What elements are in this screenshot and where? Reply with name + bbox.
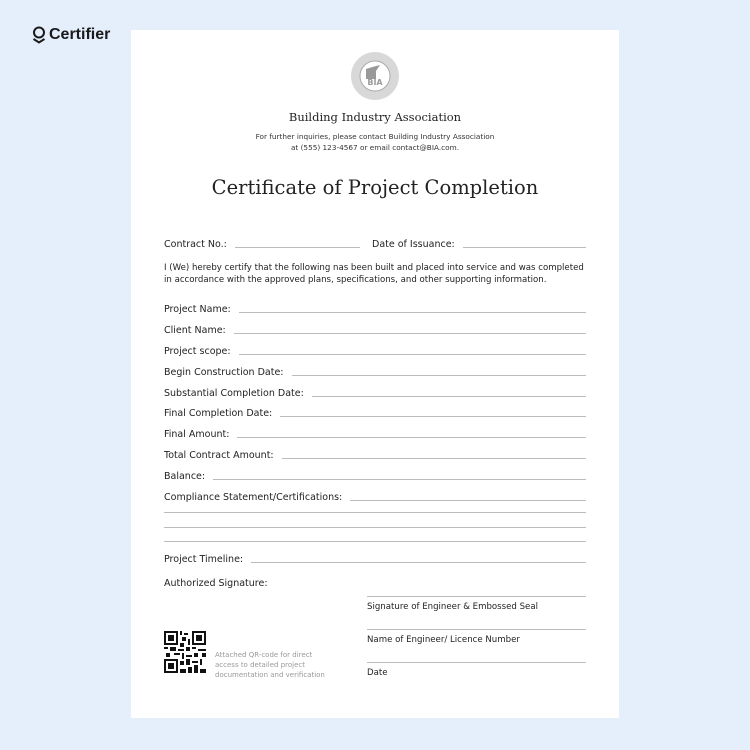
form-field[interactable] xyxy=(164,426,586,440)
field-label: Date of Issuance: xyxy=(372,239,455,250)
svg-text:BIA: BIA xyxy=(367,78,383,87)
field-line[interactable] xyxy=(239,312,586,313)
bia-seal-logo xyxy=(350,51,400,101)
field-label: Begin Construction Date: xyxy=(164,367,284,378)
contact-info xyxy=(131,131,619,153)
certifier-logo-icon xyxy=(32,26,46,44)
field-label: Client Name: xyxy=(164,325,226,336)
project-timeline-field[interactable] xyxy=(164,551,586,565)
field-line[interactable] xyxy=(251,562,586,563)
extra-line[interactable] xyxy=(164,527,586,528)
organization-name: Building Industry Association xyxy=(288,110,462,124)
field-line[interactable] xyxy=(292,375,587,376)
certificate-document xyxy=(131,30,619,718)
form-field[interactable] xyxy=(164,364,586,378)
field-line[interactable] xyxy=(237,437,586,438)
form-field[interactable] xyxy=(164,385,586,399)
date-of-issuance-field[interactable] xyxy=(372,236,586,250)
field-line[interactable] xyxy=(235,247,360,248)
field-label: Final Completion Date: xyxy=(164,408,273,419)
field-label: Project Name: xyxy=(164,304,231,315)
field-line[interactable] xyxy=(282,458,586,459)
field-label: Balance: xyxy=(164,471,206,482)
field-label: Final Amount: xyxy=(164,429,230,440)
form-field[interactable] xyxy=(164,447,586,461)
extra-line[interactable] xyxy=(164,541,586,542)
form-field[interactable] xyxy=(164,322,586,336)
field-label: Project Timeline: xyxy=(164,554,244,565)
field-label: Total Contract Amount: xyxy=(164,450,274,461)
qr-code-note: Attached QR-code for direct access to detailed project documentation and verification xyxy=(215,651,325,679)
contact-line: at (555) 123-4567 or email contact@BIA.com. xyxy=(290,143,460,152)
field-line[interactable] xyxy=(239,354,586,355)
authorized-signature-label xyxy=(164,575,586,589)
date-line[interactable]: Date xyxy=(367,662,586,678)
form-field[interactable] xyxy=(164,468,586,482)
field-label: Project scope: xyxy=(164,346,231,357)
brand-name: Certifier xyxy=(49,26,111,43)
brand-logo xyxy=(32,26,110,44)
field-line[interactable] xyxy=(280,416,586,417)
field-line[interactable] xyxy=(463,247,586,248)
field-label: Authorized Signature: xyxy=(164,578,268,589)
extra-line[interactable] xyxy=(164,512,586,513)
field-line[interactable] xyxy=(234,333,586,334)
engineer-name-line[interactable]: Name of Engineer/ Licence Number xyxy=(367,629,586,645)
certificate-title: Certificate of Project Completion xyxy=(211,176,539,199)
form-field[interactable] xyxy=(164,343,586,357)
contact-line: For further inquiries, please contact Building Industry Association xyxy=(255,132,495,141)
signature-line[interactable]: Signature of Engineer & Embossed Seal xyxy=(367,596,586,612)
qr-code-icon[interactable] xyxy=(164,631,206,673)
certification-statement: I (We) hereby certify that the following nas been built and placed into service and was completed in accordance with the approved plans, specifications, and other supporting information. xyxy=(164,263,584,285)
field-line[interactable] xyxy=(213,479,586,480)
form-field[interactable] xyxy=(164,489,586,503)
form-field[interactable] xyxy=(164,301,586,315)
field-label: Compliance Statement/Certifications: xyxy=(164,492,343,503)
field-label: Contract No.: xyxy=(164,239,227,250)
contract-no-field[interactable] xyxy=(164,236,360,250)
field-line[interactable] xyxy=(350,500,586,501)
field-label: Substantial Completion Date: xyxy=(164,388,304,399)
form-field[interactable] xyxy=(164,405,586,419)
field-line[interactable] xyxy=(312,396,586,397)
